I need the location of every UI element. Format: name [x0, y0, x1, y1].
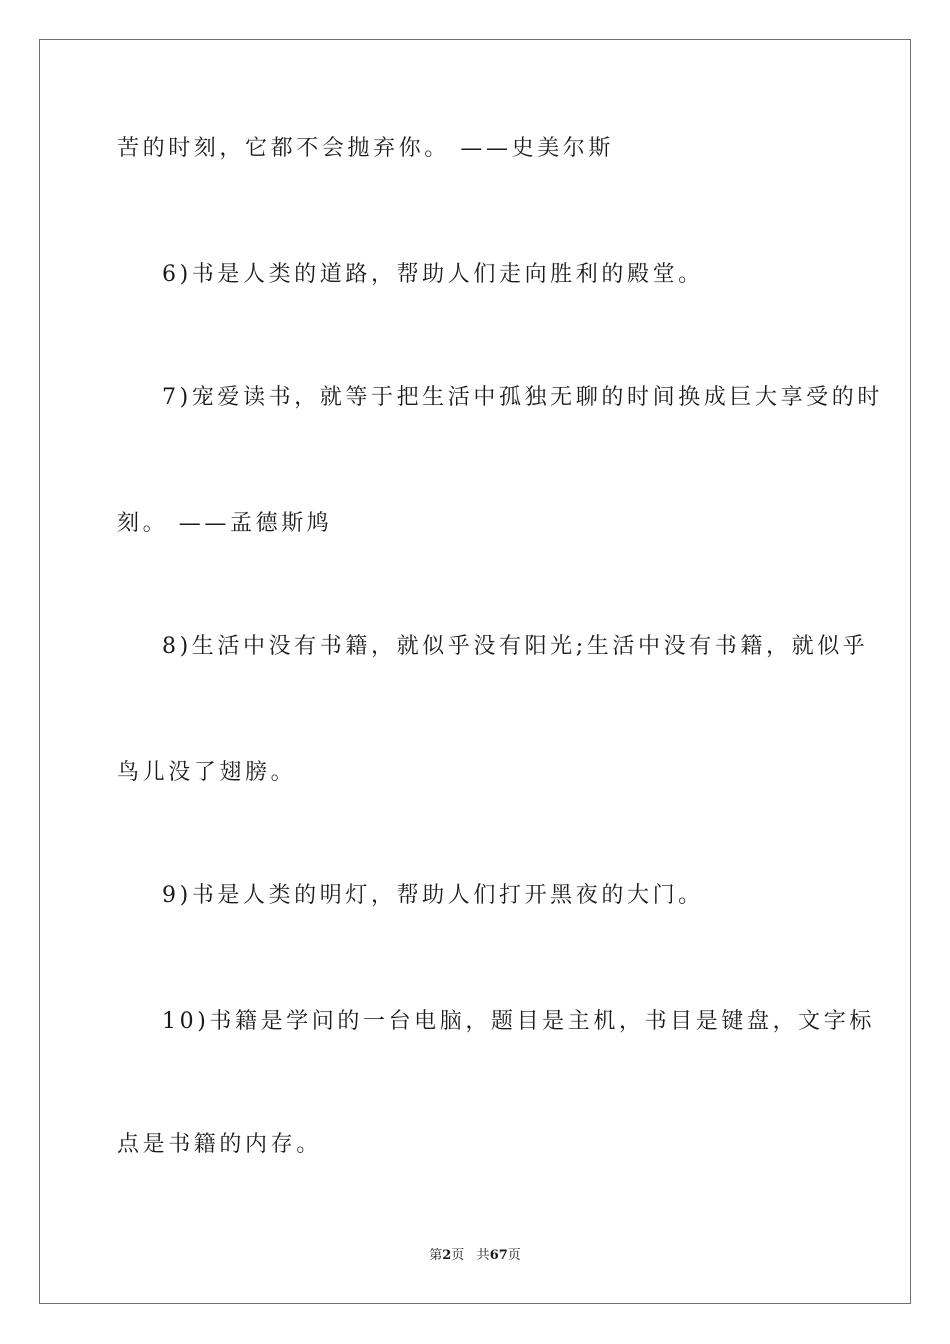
text-line-6: 鸟儿没了翅膀。 [117, 760, 297, 785]
text-line-9: 点是书籍的内存。 [117, 1132, 322, 1157]
total-pages: 67 [489, 1248, 508, 1263]
text-line-5: 8)生活中没有书籍，就似乎没有阳光;生活中没有书籍，就似乎 [162, 634, 869, 659]
page-prefix: 第 [429, 1248, 443, 1263]
page-border [39, 39, 911, 1304]
page-footer [0, 1247, 950, 1265]
text-line-2: 6)书是人类的道路，帮助人们走向胜利的殿堂。 [162, 262, 704, 287]
text-line-8: 10)书籍是学问的一台电脑，题目是主机，书目是键盘，文字标 [162, 1009, 875, 1034]
text-line-3: 7)宠爱读书，就等于把生活中孤独无聊的时间换成巨大享受的时 [162, 385, 883, 410]
total-suffix: 页 [507, 1248, 521, 1263]
text-line-7: 9)书是人类的明灯，帮助人们打开黑夜的大门。 [162, 883, 704, 908]
page-number: 2 [442, 1248, 452, 1263]
text-line-4: 刻。 ——孟德斯鸠 [117, 511, 333, 536]
text-line-1: 苦的时刻，它都不会抛弃你。 ——史美尔斯 [117, 136, 614, 161]
total-prefix: 共 [476, 1248, 490, 1263]
page-suffix: 页 [451, 1248, 465, 1263]
